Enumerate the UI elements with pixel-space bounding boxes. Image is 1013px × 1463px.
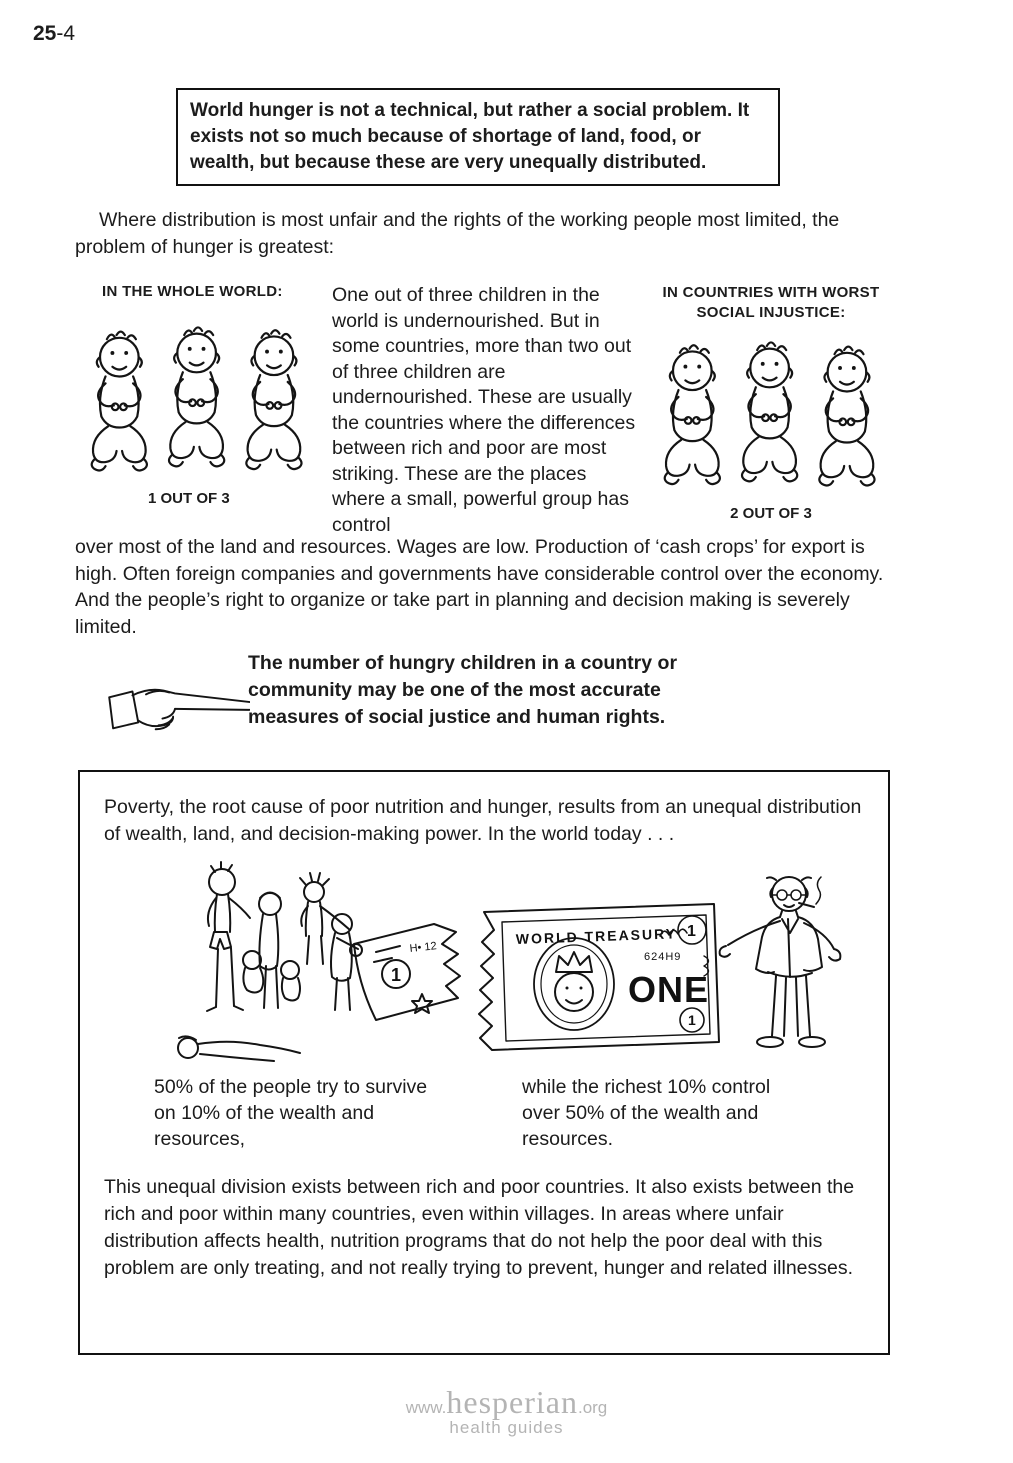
key-message-box bbox=[176, 88, 780, 186]
comparison-section bbox=[82, 283, 892, 538]
page-number-suffix: -4 bbox=[56, 22, 76, 45]
caption-poor-share: 50% of the people try to survive on 10% of the wealth and resources, bbox=[154, 1076, 428, 1150]
bill-corner-numeral-top: 1 bbox=[687, 923, 696, 940]
three-babies-illustration-world bbox=[82, 324, 314, 480]
injustice-column bbox=[650, 283, 892, 538]
footer-url-www: www. bbox=[405, 1398, 447, 1417]
continuation-paragraph: over most of the land and resources. Wages are low. Production of ‘cash crops’ for export is high. Often foreign companies and governments have considerable control over the economy. And the people’s right to organize or take part in planning and decision making is severely limited. bbox=[75, 536, 884, 638]
bill-scrap-numeral: 1 bbox=[391, 965, 402, 985]
injustice-caption: 2 OUT OF 3 bbox=[730, 505, 812, 522]
poverty-intro: Poverty, the root cause of poor nutrition and hunger, results from an unequal distribution of wealth, land, and decision-making power. In the world today . . . bbox=[104, 796, 862, 845]
share-captions bbox=[104, 1074, 864, 1152]
key-message-text: World hunger is not a technical, but rather a social problem. It exists not so much because of shortage of land, food, or wealth, but because these are very unequally distributed. bbox=[190, 100, 750, 173]
hand-note-section bbox=[100, 650, 760, 731]
footer-watermark bbox=[0, 1384, 1013, 1438]
bill-serial: 624H9 bbox=[644, 951, 682, 963]
bill-treasury-text: WORLD TREASURY bbox=[515, 925, 678, 947]
whole-world-heading: IN THE WHOLE WORLD: bbox=[102, 283, 283, 300]
bill-scrap-mark: H• 12 bbox=[409, 940, 438, 955]
lead-paragraph: Where distribution is most unfair and the rights of the working people most limited, the problem of hunger is greatest: bbox=[75, 209, 840, 258]
pointing-hand-icon bbox=[102, 676, 250, 736]
footer-tagline: health guides bbox=[449, 1418, 564, 1437]
footer-url bbox=[0, 1384, 1013, 1421]
page-number bbox=[33, 22, 75, 46]
hand-note-text: The number of hungry children in a country or community may be one of the most accurate measures of social justice and human rights. bbox=[248, 652, 678, 728]
poverty-box bbox=[78, 770, 890, 1355]
unequal-wealth-illustration bbox=[104, 852, 864, 1074]
footer-url-name: hesperian bbox=[446, 1384, 578, 1420]
footer-url-tld: .org bbox=[577, 1398, 608, 1417]
page-number-chapter: 25 bbox=[33, 22, 57, 45]
whole-world-column bbox=[82, 283, 332, 538]
bill-corner-numeral-bottom: 1 bbox=[688, 1012, 696, 1028]
poverty-closing: This unequal division exists between rich and poor countries. It also exists between the rich and poor within many countries, even within villages. In areas where unfair distribution affects health, nutrition programs that do not help the poor deal with this problem are only treating, and not really trying to prevent, hunger and related illnesses. bbox=[104, 1176, 855, 1279]
comparison-text: One out of three children in the world is undernourished. But in some countries, more than two out of three children are undernourished. These are usually the countries where the differences between rich and poor are most striking. These are the places where a small, powerful group has control bbox=[332, 284, 636, 536]
whole-world-caption: 1 OUT OF 3 bbox=[148, 490, 230, 507]
bill-denomination: ONE bbox=[628, 969, 710, 1010]
three-babies-illustration-injustice bbox=[655, 339, 887, 495]
injustice-heading: IN COUNTRIES WITH WORST SOCIAL INJUSTICE: bbox=[662, 284, 880, 321]
caption-rich-share: while the richest 10% control over 50% of the wealth and resources. bbox=[522, 1076, 771, 1150]
